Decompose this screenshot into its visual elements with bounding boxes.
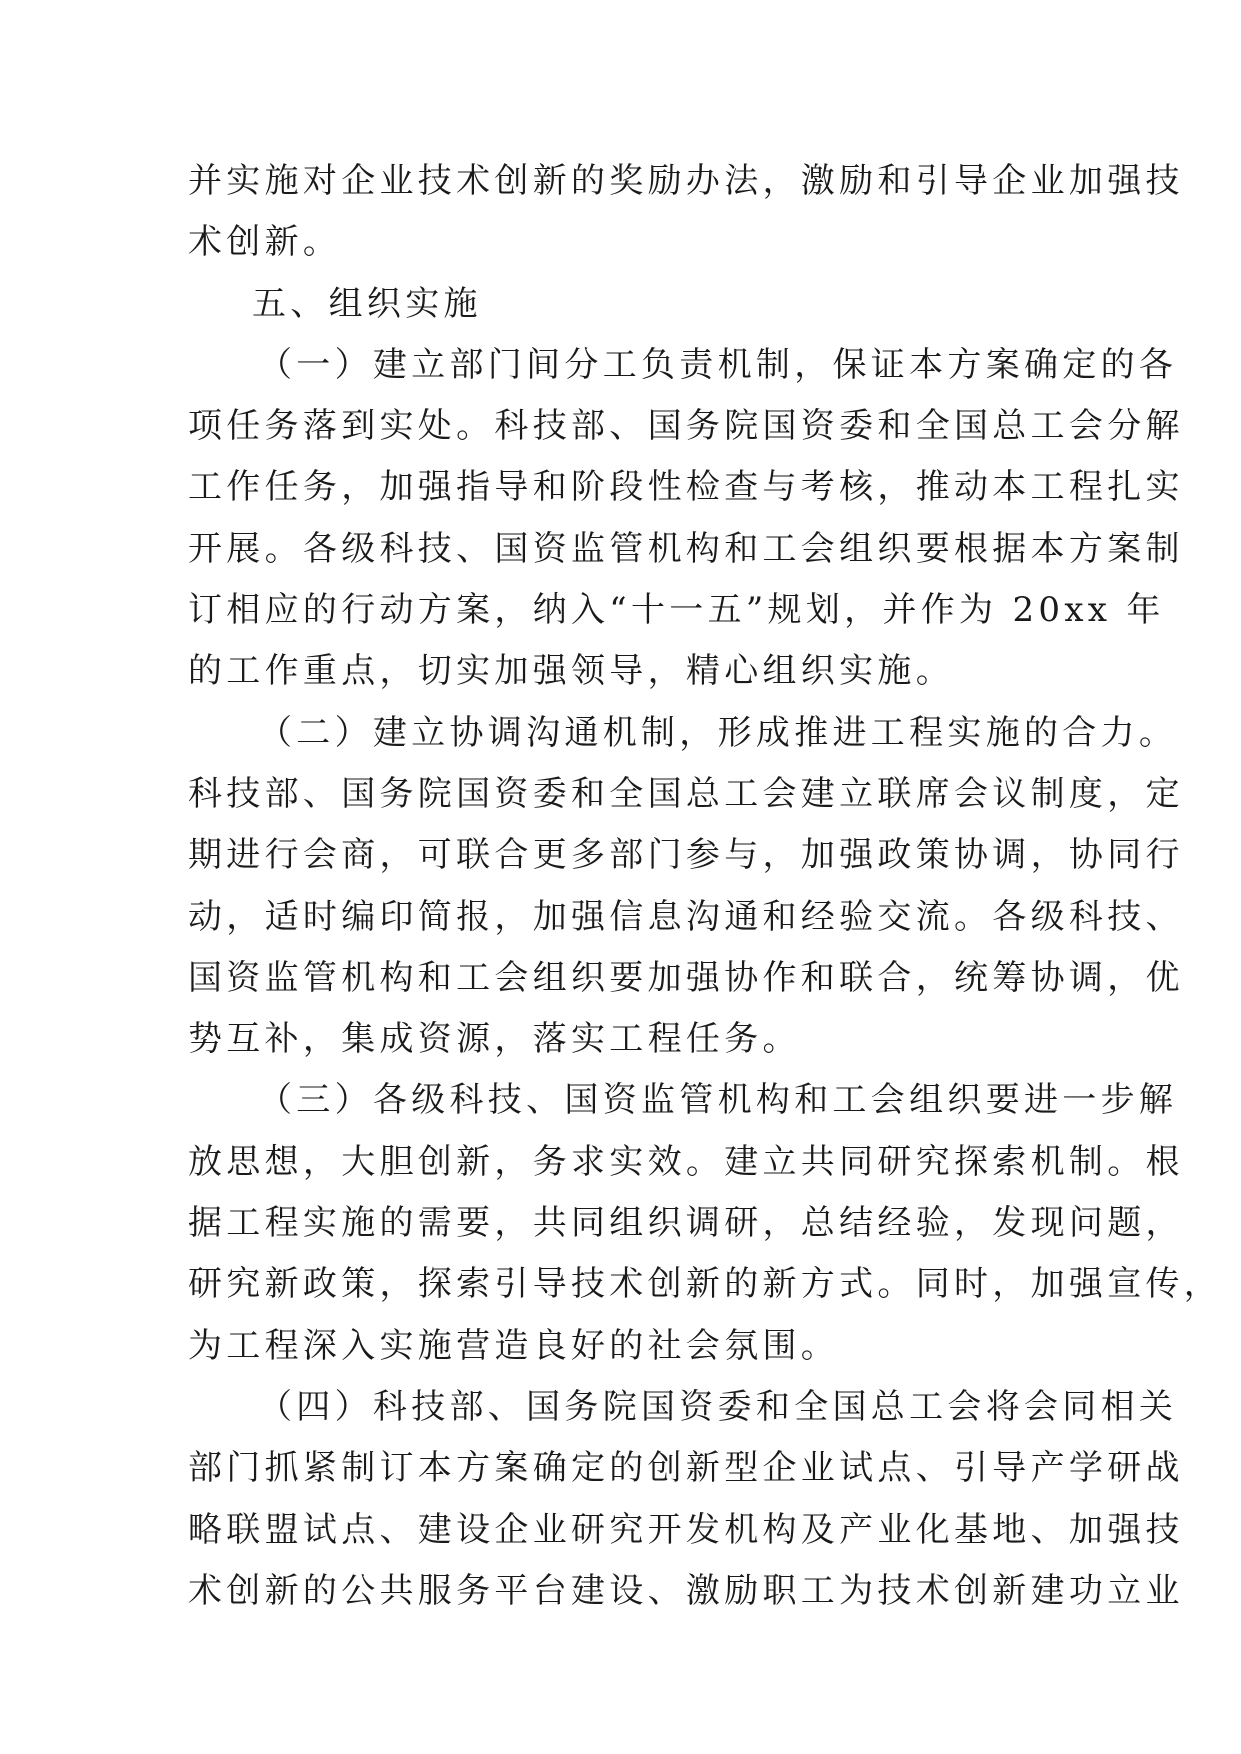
body-line: 术创新。	[188, 222, 342, 263]
body-line: 放思想，大胆创新，务求实效。建立共同研究探索机制。根	[188, 1141, 1184, 1182]
body-line: 订相应的行动方案，纳入“十一五”规划，并作为 20xx 年	[188, 590, 1165, 631]
body-line: 据工程实施的需要，共同组织调研，总结经验，发现问题，	[188, 1203, 1184, 1244]
paragraph-start: （四）科技部、国务院国资委和全国总工会将会同相关	[258, 1386, 1178, 1427]
paragraph-start: （二）建立协调沟通机制，形成推进工程实施的合力。	[258, 712, 1178, 753]
body-line: 开展。各级科技、国资监管机构和工会组织要根据本方案制	[188, 528, 1184, 569]
body-line: 科技部、国务院国资委和全国总工会建立联席会议制度，定	[188, 773, 1184, 814]
document-body	[188, 151, 1223, 1622]
body-line: 工作任务，加强指导和阶段性检查与考核，推动本工程扎实	[188, 467, 1184, 508]
body-line: 的工作重点，切实加强领导，精心组织实施。	[188, 651, 954, 692]
body-line: 略联盟试点、建设企业研究开发机构及产业化基地、加强技	[188, 1509, 1184, 1550]
body-line: 术创新的公共服务平台建设、激励职工为技术创新建功立业	[188, 1570, 1184, 1611]
body-line: 动，适时编印简报，加强信息沟通和经验交流。各级科技、	[188, 896, 1184, 937]
section-heading: 五、组织实施	[252, 283, 482, 324]
body-line: 研究新政策，探索引导技术创新的新方式。同时，加强宣传，	[188, 1264, 1223, 1305]
paragraph-start: （三）各级科技、国资监管机构和工会组织要进一步解	[258, 1080, 1178, 1121]
body-line: 期进行会商，可联合更多部门参与，加强政策协调，协同行	[188, 835, 1184, 876]
paragraph-start: （一）建立部门间分工负责机制，保证本方案确定的各	[258, 344, 1178, 385]
body-line: 项任务落到实处。科技部、国务院国资委和全国总工会分解	[188, 406, 1184, 447]
body-line: 国资监管机构和工会组织要加强协作和联合，统筹协调，优	[188, 957, 1184, 998]
body-line: 并实施对企业技术创新的奖励办法，激励和引导企业加强技	[188, 161, 1184, 201]
body-line: 部门抓紧制订本方案确定的创新型企业试点、引导产学研战	[188, 1448, 1184, 1489]
body-line: 势互补，集成资源，落实工程任务。	[188, 1019, 801, 1060]
body-line: 为工程深入实施营造良好的社会氛围。	[188, 1325, 840, 1366]
